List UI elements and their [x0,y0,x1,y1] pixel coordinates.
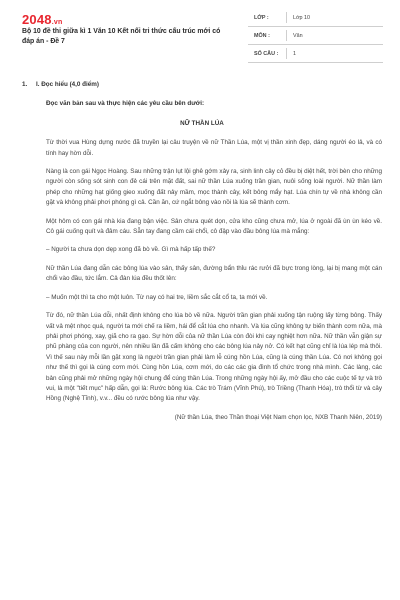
meta-divider [286,48,287,59]
meta-divider [286,30,287,41]
story-paragraph: – Muốn một thì ta cho một luôn. Từ nay có hai tre, liềm sắc cắt cổ ta, ta mới về. [46,293,268,301]
meta-label-subject: MÔN : [254,32,270,39]
meta-value-class: Lớp 10 [293,14,311,21]
story-paragraph: Nữ thần Lúa đang dẫn các bông lúa vào sân, thấy sân, đường bẩn thỉu rác rưởi đã bực trong lòng, lại bị mang một cán chổi vào đầu, tức lắm. Cả đàn lúa đều thốt lên: [46,264,382,283]
document-title: Bộ 10 đề thi giữa kì 1 Văn 10 Kết nối tri thức cấu trúc mới có đáp án - Đề 7 [22,28,221,45]
instruction-text: Đọc văn bản sau và thực hiện các yêu cầu bên dưới: [46,100,205,108]
meta-label-class: LỚP : [254,14,269,21]
story-paragraph: – Người ta chưa dọn dẹp xong đã bò về. Gì mà hấp tấp thế? [46,246,216,254]
site-logo[interactable] [22,12,62,27]
story-paragraph: Từ đó, nữ thần Lúa dỗi, nhất định không cho lúa bò về nữa. Người trần gian phải xuống tận ruộng lấy từng bông. Thấy vất vả mệt nhọc quá, người ta mới chế ra liềm, hái để cắt lúa cho nhanh. Và lúa cũng không tự biến thành cơm nữa, mà phải phơi phóng, xay, giã cho ra gạo. Sự hờn dỗi của nữ thần Lúa còn đòi khi cay nghiệt hơn nữa. Nữ thần vẫn giận sự phũ phàng của con người, nên nhiều lần đã cấm không cho các bông lúa nảy nở. Có kết hạt cũng chỉ là lúa lép mà thôi. Vì thế sau này mỗi lần gặt xong là người trần gian phải làm lễ cúng hồn Lúa, cũng là cúng thần Lúa. Có nơi không gọi như thế thì gọi là cúng cơm mới. Cùng hồn Lúa, cơm mới, do các các gia đình tổ chức trong nhà mình. Các làng, các bản cũng phải mở những ngày hội chung để cúng thần Lúa. Trong những ngày hội ấy, mở đầu cho các cuộc tế tự và trò vui, là một "tiết mục" hấp dẫn, gọi là: Rước bông lúa. Các trò Trám (Vĩnh Phú), trò Triềng (Thanh Hóa), trò thổi từ và cây Hồng (Nghệ Tĩnh), v.v... đều có rước bông lúa như vậy. [46,312,382,403]
story-title: NỮ THẦN LÚA [180,119,224,127]
logo-text: 2048 [22,12,52,27]
meta-value-subject: Văn [293,32,303,39]
question-heading [22,80,382,90]
document-meta [248,9,383,63]
story-paragraph: Một hôm có con gái nhà kia đang bận việc. Sân chưa quét dọn, cửa kho cũng chưa mở, lúa ở ngoài đã ùn ùn kéo về. Cô gái cuống quít và đâm cáu. Sẵn tay đang cầm cái chổi, cô đập vào đầu bông lúa mà mắng: [46,217,382,236]
logo-suffix: .vn [51,19,63,26]
section-heading: I. Đọc hiểu (4,0 điểm) [36,81,99,88]
source-citation: (Nữ thần Lúa, theo Thần thoại Việt Nam chọn lọc, NXB Thanh Niên, 2019) [174,413,382,421]
meta-row-subject [248,27,383,45]
question-content [22,80,382,423]
meta-value-question-count: 1 [293,50,296,57]
meta-row-class [248,9,383,27]
story-paragraph: Nàng là con gái Ngọc Hoàng. Sau những trận lụt lội ghê gớm xảy ra, sinh linh cây cỏ đều bị diệt hết, trời bèn cho những người còn sống sót sinh con đẻ cái trên mặt đất, sai nữ thần Lúa xuống trần gian, nuôi sống loài người. Nữ thần làm phép cho những hạt giống gieo xuống đất nảy mầm, mọc thành cây, kết bông mẩy hạt. Lúa chín tự về nhà không cần gặt và không phải phơi phóng gì cả. Cần ăn, cứ ngắt bông vào nồi là lúa sẽ thành cơm. [46,168,382,207]
meta-divider [286,12,287,23]
story-paragraph: Từ thời vua Hùng dựng nước đã truyền lại câu truyện về nữ Thần Lúa, một vị thần xinh đẹp, dáng người éo lả, và có tính hay hờn dỗi. [46,139,382,157]
meta-label-question-count: SỐ CÂU : [254,50,279,57]
question-number: 1. [22,81,28,88]
meta-row-question-count [248,45,383,63]
